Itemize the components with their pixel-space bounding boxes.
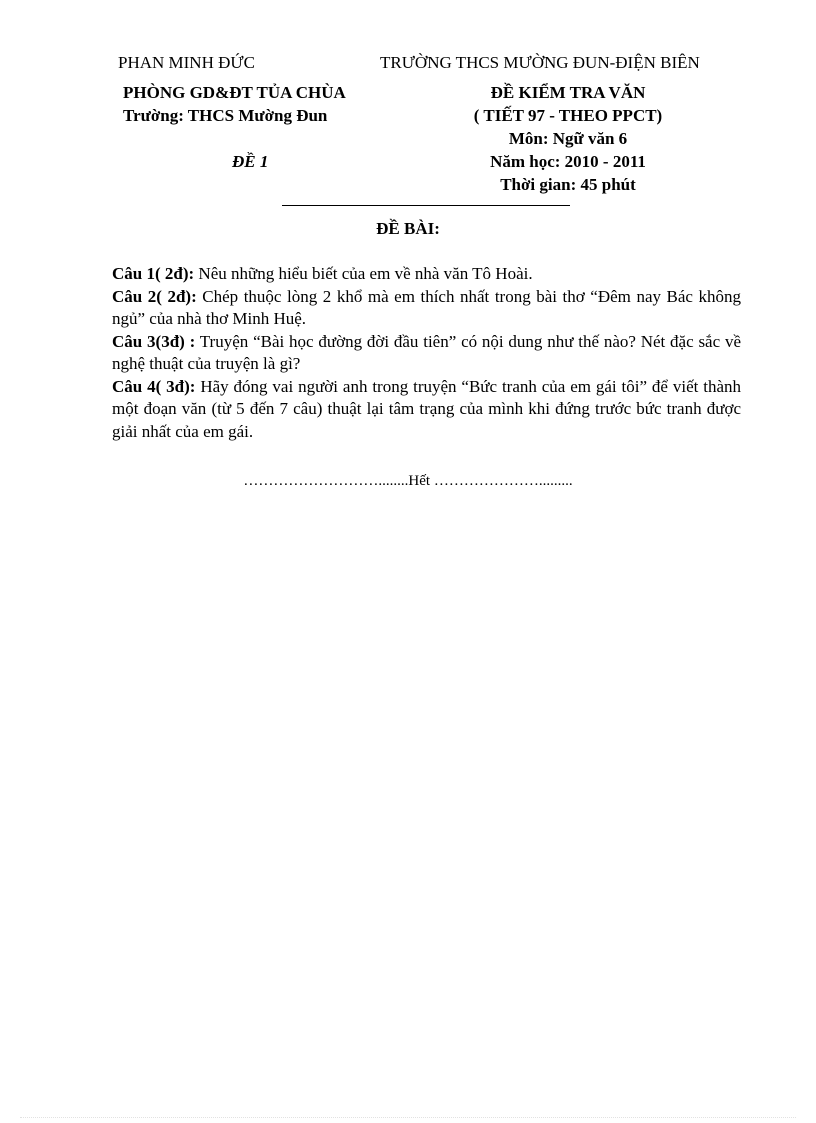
- exam-code: ĐỀ 1: [232, 152, 269, 171]
- question-text: Truyện “Bài học đường đời đầu tiên” có nội dung như thế nào? Nét đặc sắc về nghệ thuật của truyện là gì?: [112, 331, 741, 373]
- school-name: Trường: THCS Mường Đun: [123, 106, 328, 125]
- department-name: PHÒNG GD&ĐT TỦA CHÙA: [123, 83, 346, 102]
- question-item: [112, 331, 741, 376]
- question-text: Hãy đóng vai người anh trong truyện “Bức tranh của em gái tôi” để viết thành một đoạn văn (từ 5 đến 7 câu) thuật lại tâm trạng của mình khi đứng trước bức tranh được giải nhất của em gái.: [112, 376, 741, 441]
- end-marker: ………………………........Hết ………………….........: [243, 473, 573, 489]
- question-text: Nêu những hiểu biết của em về nhà văn Tô Hoài.: [194, 264, 533, 283]
- exam-title: ĐỀ KIỂM TRA VĂN: [490, 83, 646, 102]
- school-header: TRƯỜNG THCS MƯỜNG ĐUN-ĐIỆN BIÊN: [380, 53, 700, 72]
- page-bottom-rule: [20, 1117, 796, 1118]
- header-divider: [282, 205, 570, 206]
- school-year: Năm học: 2010 - 2011: [490, 152, 646, 171]
- author-name: PHAN MINH ĐỨC: [118, 53, 255, 72]
- question-item: [112, 263, 741, 286]
- question-label: Câu 4( 3đ):: [112, 376, 196, 396]
- exam-period: ( TIẾT 97 - THEO PPCT): [473, 106, 663, 125]
- question-item: [112, 286, 741, 331]
- question-label: Câu 1( 2đ):: [112, 264, 195, 283]
- section-title: ĐỀ BÀI:: [376, 219, 440, 238]
- question-label: Câu 2( 2đ):: [112, 286, 197, 306]
- question-item: [112, 376, 741, 444]
- question-text: Chép thuộc lòng 2 khổ mà em thích nhất trong bài thơ “Đêm nay Bác không ngủ” của nhà thơ Minh Huệ.: [112, 286, 741, 328]
- subject: Môn: Ngữ văn 6: [508, 129, 628, 148]
- question-label: Câu 3(3đ) :: [112, 331, 196, 351]
- duration: Thời gian: 45 phút: [500, 175, 636, 194]
- question-list: [112, 263, 741, 443]
